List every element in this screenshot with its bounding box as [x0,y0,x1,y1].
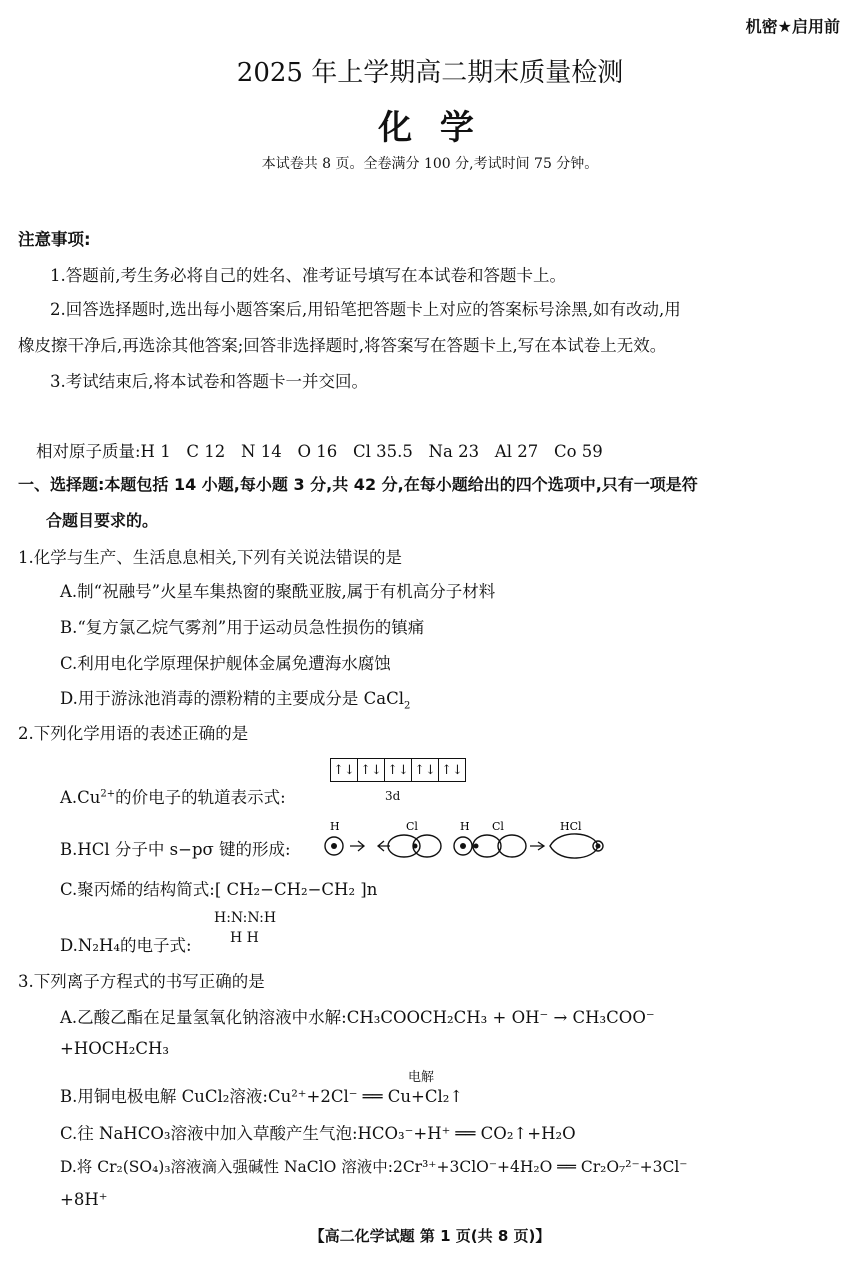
q2-option-a: $A.Cu^{2+}$的价电子的轨道表示式: [60,788,286,807]
subject-title: 化 学 [378,108,482,148]
orbital-box: ↑↓ [412,759,439,781]
notice-item-1: 1.答题前,考生务必将自己的姓名、准考证号填写在本试卷和答题卡上。 [50,266,566,285]
orbital-box: ↑↓ [441,762,463,778]
orbital-label-3d: 3d [385,789,401,803]
notice-item-2a: 2.回答选择题时,选出每小题答案后,用铅笔把答题卡上对应的答案标号涂黑,如有改动,用 [50,300,681,319]
q3-option-a-line1: A.乙酸乙酯在足量氢氧化钠溶液中水解:CH₃COOCH₂CH₃ + OH⁻ → CH₃COO⁻ [60,1008,655,1027]
q1-option-a: A.制“祝融号”火星车集热窗的聚酰亚胺,属于有机高分子材料 [60,582,496,601]
q3-option-d-line2: +8H⁺ [60,1190,108,1209]
label-cl2: Cl [492,820,504,833]
confidential-mark: 机密★启用前 [745,17,840,36]
polypropylene-formula: [ CH₂−CH₂−CH₂ ]n [214,880,378,899]
notice-heading: 注意事项: [18,230,91,249]
q2-option-c: C.聚丙烯的结构简式:[ CH₂−CH₂−CH₂ ]n [60,880,378,899]
orbital-box: ↑↓ [358,759,385,781]
orbital-boxes [330,758,466,782]
n2h4-electron-formula-bottom: H H [230,930,259,946]
section-heading-line1: 一、选择题:本题包括 14 小题,每小题 3 分,共 42 分,在每小题给出的四个选项中,只有一项是符 [18,475,698,494]
q3-stem: 3.下列离子方程式的书写正确的是 [18,972,265,991]
exam-title: 2025 年上学期高二期末质量检测 [236,58,624,88]
section-heading-line2: 合题目要求的。 [46,511,159,530]
orbital-box: ↑↓ [331,759,358,781]
q3-option-c: C.往 NaHCO₃溶液中加入草酸产生气泡:HCO₃⁻+H⁺ ══ CO₂↑+H₂O [60,1124,576,1143]
notice-item-3: 3.考试结束后,将本试卷和答题卡一并交回。 [50,372,368,391]
electrolysis-condition: 电解 [408,1070,435,1085]
label-h: H [330,820,340,833]
q3-option-d-line1: D.将 Cr₂(SO₄)₃溶液滴入强碱性 NaClO 溶液中:2Cr³⁺+3ClO⁻+4H₂O ══ Cr₂O₇²⁻+3Cl⁻ [60,1158,688,1176]
notice-item-2b: 橡皮擦干净后,再选涂其他答案;回答非选择题时,将答案写在答题卡上,写在本试卷上无效。 [18,336,667,355]
q3-option-b: B.用铜电极电解 CuCl₂溶液:Cu²⁺+2Cl⁻ ══ Cu+Cl₂↑ [60,1087,464,1106]
q2-stem: 2.下列化学用语的表述正确的是 [18,724,249,743]
q3-option-a-line2: +HOCH₂CH₃ [60,1039,169,1058]
orbital-diagram [330,758,466,782]
n2h4-electron-formula-top: H:N:N:H [214,910,277,926]
label-hcl: HCl [560,820,582,833]
q1-option-b: B.“复方氯乙烷气雾剂”用于运动员急性损伤的镇痛 [60,618,425,637]
q2-option-d: D.N₂H₄的电子式: [60,936,192,955]
sigma-bond-diagram [320,818,620,864]
label-cl: Cl [406,820,418,833]
exam-info: 本试卷共 8 页。全卷满分 100 分,考试时间 75 分钟。 [261,156,599,172]
orbital-box: ↑↓ [385,759,412,781]
page-footer: 【高二化学试题 第 1 页(共 8 页)】 [309,1227,551,1245]
q2-option-b: B.HCl 分子中 s−pσ 键的形成: [60,840,291,859]
q1-option-d: D.用于游泳池消毒的漂粉精的主要成分是 CaCl$_2$ [60,689,411,712]
relative-atomic-masses: 相对原子质量:H 1 C 12 N 14 O 16 Cl 35.5 Na 23 Al 27 Co 59 [36,442,603,461]
q1-stem: 1.化学与生产、生活息息相关,下列有关说法错误的是 [18,548,402,567]
label-h2: H [460,820,470,833]
q1-option-c: C.利用电化学原理保护舰体金属免遭海水腐蚀 [60,654,391,673]
